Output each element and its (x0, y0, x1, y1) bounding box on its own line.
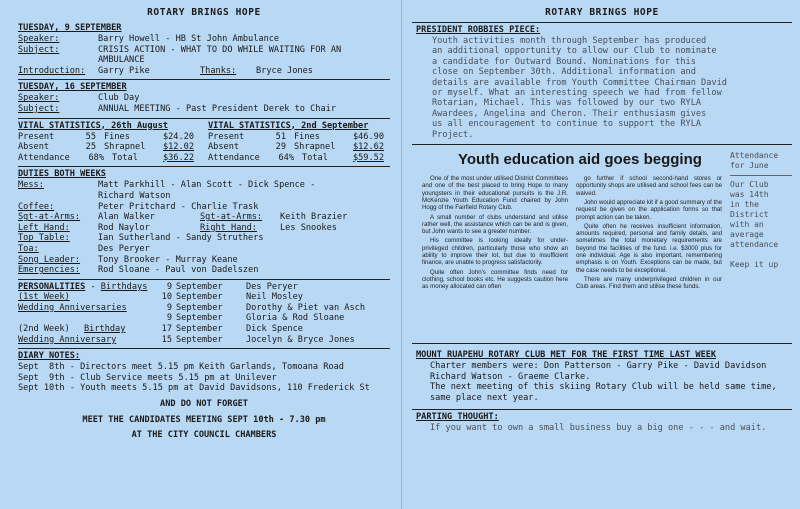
stat-value: 25 (85, 142, 96, 153)
attendance-title: Attendance (730, 151, 779, 161)
stats-title: VITAL STATISTICS, 2nd September (208, 120, 369, 131)
stats-26-aug (18, 121, 200, 164)
attendance-title: for June (730, 161, 769, 171)
subject-label: Subject: (18, 44, 60, 55)
day: 9 (166, 313, 172, 324)
person-name: Dorothy & Piet van Asch (246, 302, 365, 313)
diary-line: Sept 10th - Youth meets 5.15 pm at David Davidsons, 110 Frederick St (18, 383, 370, 394)
group-label: Wedding Anniversaries (18, 302, 127, 313)
diary-notes (18, 351, 390, 441)
prose-line: a candidate for Outward Bound. Nominations for this (432, 56, 696, 67)
duty-value: Ian Sutherland - Sandy Struthers (98, 233, 264, 244)
group-label: (1st Week) (18, 292, 70, 303)
stat-total: $36.22 (162, 152, 194, 163)
stat-value: $12.02 (162, 142, 194, 153)
duty-label: Coffee: (18, 201, 55, 212)
speaker-value: Barry Howell - HB St John Ambulance (98, 34, 280, 44)
parting-thought (412, 412, 792, 434)
duty-label: Song Leader: (18, 254, 81, 265)
clipping-headline: Youth education aid goes begging (458, 151, 702, 169)
president-title: PRESIDENT ROBBIES PIECE: (416, 25, 541, 35)
ruapehu-line: Richard Watson - Graeme Clarke. (430, 371, 591, 382)
duty-label: Sgt-at-Arms: (200, 212, 263, 223)
duty-value: Les Snookes (280, 222, 337, 233)
stat-label: Attendance (18, 152, 70, 163)
duty-value: Peter Pritchard - Charlie Trask (98, 201, 259, 212)
newspaper-clipping (412, 144, 792, 344)
meeting2-date: TUESDAY, 16 SEPTEMBER (18, 82, 127, 93)
clipping-column (422, 175, 568, 292)
meeting-9-sept (18, 23, 390, 76)
month: September (176, 334, 223, 345)
prose-line: us all encouragement to continue to support the RYLA (432, 119, 702, 130)
clipping-body (422, 175, 722, 292)
prose-line: Rotarian, Michael. This was followed by our two RYLA (432, 98, 702, 109)
clipping-column (576, 175, 722, 292)
prose-line: Project. (432, 129, 474, 140)
rule (18, 118, 390, 119)
stat-label: Absent (208, 142, 240, 153)
duty-value: Tony Brooker - Murray Keane (98, 254, 238, 265)
stat-value: 68% (88, 152, 104, 163)
duty-label: Toa: (18, 243, 39, 254)
attendance-line: was 14th (730, 190, 769, 200)
subject-value: CRISIS ACTION - WHAT TO DO WHILE WAITING FOR AN (98, 44, 342, 55)
intro-value: Garry Pike (98, 65, 150, 76)
person-name: Neil Mosley (246, 292, 303, 303)
month: September (176, 324, 223, 335)
day: 15 (161, 334, 172, 345)
meeting1-date: TUESDAY, 9 SEPTEMBER (18, 23, 122, 33)
rule (412, 22, 792, 23)
stat-label: Absent (18, 142, 50, 153)
speaker2-value: Club Day (98, 93, 140, 104)
attendance-line: with an (730, 220, 764, 230)
month: September (176, 281, 223, 292)
group-label: (2nd Week) (18, 324, 70, 335)
stats-2-sept (208, 121, 390, 164)
subject2-label: Subject: (18, 103, 60, 114)
attendance-box (730, 151, 792, 270)
duty-value: Alan Walker (98, 212, 155, 223)
stat-value: $46.90 (352, 131, 384, 142)
stat-label: Present (18, 131, 55, 142)
stat-value: 64% (278, 152, 294, 163)
clipping-paragraph: His committee is looking ideally for under-privileged children, particularly those who show an ability to improve their lot, but due to insufficient finance, are unable to progress satisfactorily. (422, 237, 568, 267)
stat-value: $24.20 (162, 131, 194, 142)
clipping-paragraph: go further if school second-hand stores or opportunity shops are utilised and school fees can be waived. (576, 175, 722, 197)
clipping-paragraph: One of the most under utilised District Committees and one of the best placed to bring Hope to many youngsters in their educational pursuits is the J.R. McKenzie Youth Education Fund chaired by John Hogg of the Fairfield Rotary Club. (422, 175, 568, 212)
speaker2-label: Speaker: (18, 93, 60, 104)
clipping-paragraph: A small number of clubs understand and utilise rather well, the assistance which can be and is given, but John wants to see a greater number. (422, 213, 568, 236)
prose-line: an additional opportunity to allow our Club to nominate (432, 46, 717, 57)
ruapehu-line: The next meeting of this skiing Rotary Club will be held same time, (430, 382, 777, 393)
parting-text: If you want to own a small business buy a big one - - - and wait. (430, 423, 767, 434)
birthdays-label: Birthdays (100, 281, 148, 292)
stat-label: Fines (104, 131, 130, 142)
attendance-line: attendance (730, 240, 779, 250)
stat-label: Total (302, 152, 328, 163)
duty-value: Rod Naylor (98, 222, 150, 233)
duty-value: Matt Parkhill - Alan Scott - Dick Spence - (98, 180, 316, 191)
duty-label: Left Hand: (18, 222, 70, 233)
right-masthead: ROTARY BRINGS HOPE (545, 7, 659, 18)
clipping-paragraph: Quite often he receives insufficient information, amounts required, personal and family details, and sometimes the total monetary requirements are beyond the facilities of the fund. i.e. $3000 plus for one individual. Age is also important, remembering emphasis is on Youth. Exceptions can be made, but the case needs to be exceptional. (576, 222, 722, 274)
stat-label: Attendance (208, 152, 260, 163)
notice-line: AND DO NOT FORGET (160, 399, 248, 410)
diary-line: Sept 9th - Club Service meets 5.15 pm at Unilever (18, 372, 277, 383)
rule (18, 166, 390, 167)
personalities-title: PERSONALITIES (18, 281, 86, 292)
stat-value: 51 (275, 131, 286, 142)
month: September (176, 292, 223, 303)
attendance-line: District (730, 210, 769, 220)
attendance-line: Our Club (730, 180, 769, 190)
thanks-value: Bryce Jones (256, 65, 313, 76)
page-divider (401, 0, 402, 509)
clipping-paragraph: John would appreciate kit if a good summary of the request be given on the application forms so that prompt action can be taken. (576, 198, 722, 221)
duty-value: Rod Sloane - Paul von Dadelszen (98, 265, 259, 276)
stat-label: Shrapnel (104, 142, 146, 153)
diary-line: Sept 8th - Directors meet 5.15 pm Keith Garlands, Tomoana Road (18, 362, 344, 373)
rule (18, 79, 390, 80)
left-masthead: ROTARY BRINGS HOPE (147, 7, 261, 18)
clipping-paragraph: Quite often John's committee finds need for clothing, school books etc. He suggests caution here as money allocated can often (422, 268, 568, 291)
stats-title: VITAL STATISTICS, 26th August (18, 120, 169, 131)
intro-label: Introduction: (18, 65, 86, 76)
stat-label: Present (208, 131, 245, 142)
stat-value: $12.62 (352, 142, 384, 153)
duty-label: Right Hand: (200, 222, 257, 233)
attendance-footer: Keep it up (730, 260, 779, 270)
duty-value: Richard Watson (98, 190, 171, 201)
thanks-label: Thanks: (200, 65, 237, 76)
stat-label: Shrapnel (294, 142, 336, 153)
stat-value: 55 (85, 131, 96, 142)
person-name: Gloria & Rod Sloane (246, 313, 345, 324)
month: September (176, 302, 223, 313)
notice-line: AT THE CITY COUNCIL CHAMBERS (131, 430, 277, 441)
day: 9 (166, 281, 172, 292)
duty-label: Top Table: (18, 233, 70, 244)
stat-label: Fines (294, 131, 320, 142)
dash: - (85, 281, 101, 292)
president-piece (412, 25, 792, 140)
rule (18, 279, 390, 280)
birthday-label: Birthday (84, 324, 126, 335)
stat-value: 29 (275, 142, 286, 153)
duty-label: Sgt-at-Arms: (18, 212, 81, 223)
duty-value: Keith Brazier (280, 212, 348, 223)
rule (412, 409, 792, 410)
day: 17 (161, 324, 172, 335)
personalities (18, 282, 390, 346)
ruapehu-section (412, 350, 792, 403)
prose-line: details are available from Youth Committee Chairman David (432, 77, 727, 88)
attendance-line: average (730, 230, 764, 240)
subject2-value: ANNUAL MEETING - Past President Derek to Chair (98, 103, 336, 114)
notice-line: MEET THE CANDIDATES MEETING SEPT 10th - 7.30 pm (82, 414, 326, 425)
clipping-paragraph: There are many underprivileged children in our Club areas. Find them and utilise these funds. (576, 275, 722, 291)
month: September (176, 313, 223, 324)
prose-line: or myself. What an interesting speech we had from fellow (432, 88, 722, 99)
person-name: Dick Spence (246, 324, 303, 335)
stat-total: $59.52 (352, 152, 384, 163)
meeting-16-sept (18, 82, 390, 114)
duties (18, 169, 390, 275)
speaker-label: Speaker: (18, 34, 60, 44)
person-name: Jocelyn & Bryce Jones (246, 334, 355, 345)
parting-title: PARTING THOUGHT: (416, 412, 499, 423)
vital-statistics (18, 121, 390, 164)
prose-line: Youth activities month through September has produced (432, 36, 707, 46)
day: 9 (166, 302, 172, 313)
duties-title: DUTIES BOTH WEEKS (18, 169, 106, 180)
ruapehu-line: Charter members were: Don Patterson - Garry Pike - David Davidson (430, 361, 767, 372)
prose-line: Awardees, Angelina and Cheron. Their enthusiasm gives (432, 108, 707, 119)
day: 10 (161, 292, 172, 303)
subject-value-cont: AMBULANCE (98, 55, 145, 66)
attendance-line: in the (730, 200, 759, 210)
duty-label: Mess: (18, 180, 44, 191)
rule (18, 348, 390, 349)
person-name: Des Peryer (246, 281, 298, 292)
ruapehu-line: same place next year. (430, 392, 539, 403)
right-page (404, 0, 800, 509)
diary-title: DIARY NOTES: (18, 351, 81, 362)
duty-value: Des Peryer (98, 243, 150, 254)
stat-label: Total (112, 152, 138, 163)
prose-line: close on September 30th. Additional information and (432, 67, 696, 78)
group-label: Wedding Anniversary (18, 334, 117, 345)
ruapehu-title: MOUNT RUAPEHU ROTARY CLUB MET FOR THE FIRST TIME LAST WEEK (416, 350, 717, 361)
duty-label: Emergencies: (18, 265, 81, 276)
